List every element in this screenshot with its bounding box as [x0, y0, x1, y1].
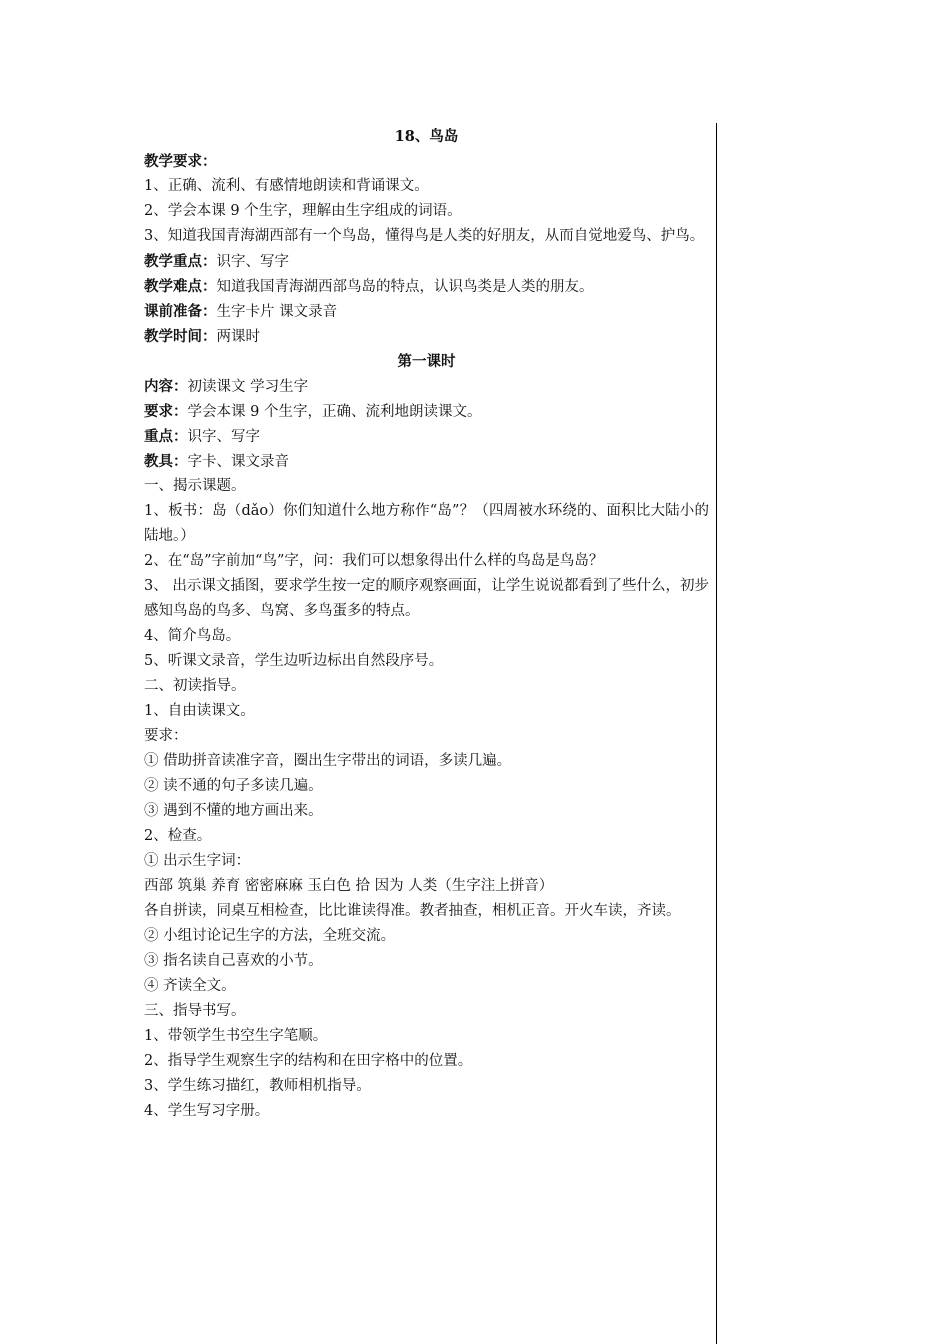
content-value: 初读课文 学习生字 [187, 379, 309, 395]
difficulty-value: 知道我国青海湖西部鸟岛的特点，认识鸟类是人类的朋友。 [216, 279, 594, 295]
step-item: ③ 指名读自己喜欢的小节。 [144, 953, 323, 969]
prep-label: 课前准备： [144, 303, 217, 320]
time-label: 教学时间： [144, 328, 217, 345]
requirement-value: 学会本课 9 个生字，正确、流利地朗读课文。 [187, 404, 482, 420]
tools-row [144, 449, 709, 474]
step-item: 4、学生写习字册。 [144, 1103, 270, 1119]
step-item: ② 读不通的句子多读几遍。 [144, 778, 323, 794]
step-item: 3、 出示课文插图，要求学生按一定的顺序观察画面，让学生说说都看到了些什么，初步感知鸟岛的鸟多、鸟窝、多鸟蛋多的特点。 [144, 578, 709, 619]
step-heading: 一、揭示课题。 [144, 478, 246, 494]
step-item: 2、指导学生观察生字的结构和在田字格中的位置。 [144, 1053, 473, 1069]
prep-row [144, 299, 709, 324]
goal-item: 3、知道我国青海湖西部有一个鸟岛，懂得鸟是人类的好朋友，从而自觉地爱鸟、护鸟。 [144, 228, 705, 244]
prep-value: 生字卡片 课文录音 [216, 304, 338, 320]
lesson-title: 18、鸟岛 [394, 128, 459, 145]
content-row [144, 374, 709, 399]
step-item: ② 小组讨论记生字的方法，全班交流。 [144, 928, 396, 944]
focus-value: 识字、写字 [216, 254, 289, 270]
time-row [144, 324, 709, 349]
step-item: 1、板书：岛（dǎo）你们知道什么地方称作“岛”？（四周被水环绕的、面积比大陆小的陆地。） [144, 503, 709, 544]
goals-heading: 教学要求： [144, 153, 217, 170]
difficulty-label: 教学难点： [144, 278, 217, 295]
step-item: ① 借助拼音读准字音，圈出生字带出的词语，多读几遍。 [144, 753, 512, 769]
step-heading: 二、初读指导。 [144, 678, 246, 694]
vocabulary-line: 西部 筑巢 养育 密密麻麻 玉白色 拾 因为 人类（生字注上拼音） [144, 878, 554, 894]
step-item: 2、检查。 [144, 828, 212, 844]
step-item: 3、学生练习描红，教师相机指导。 [144, 1078, 371, 1094]
step-item: ① 出示生字词： [144, 853, 251, 869]
key-label: 重点： [144, 428, 188, 445]
step-item: 要求： [144, 728, 188, 744]
step-item: ④ 齐读全文。 [144, 978, 236, 994]
key-row [144, 424, 709, 449]
step-item: 1、带领学生书空生字笔顺。 [144, 1028, 328, 1044]
content-label: 内容： [144, 378, 188, 395]
section-title: 第一课时 [397, 353, 456, 370]
requirement-label: 要求： [144, 403, 188, 420]
requirement-row [144, 399, 709, 424]
margin-rule [716, 123, 717, 1344]
tools-value: 字卡、课文录音 [187, 454, 289, 470]
step-item: ③ 遇到不懂的地方画出来。 [144, 803, 323, 819]
tools-label: 教具： [144, 453, 188, 470]
lesson-plan [144, 124, 709, 1124]
step-item: 5、听课文录音，学生边听边标出自然段序号。 [144, 653, 444, 669]
step-heading: 三、指导书写。 [144, 1003, 246, 1019]
goal-item: 2、学会本课 9 个生字，理解由生字组成的词语。 [144, 203, 462, 219]
difficulty-row [144, 274, 709, 299]
step-item: 4、简介鸟岛。 [144, 628, 241, 644]
focus-row [144, 249, 709, 274]
time-value: 两课时 [216, 329, 260, 345]
step-item: 2、在“岛”字前加“鸟”字，问：我们可以想象得出什么样的鸟岛是鸟岛？ [144, 553, 604, 569]
step-item: 1、自由读课文。 [144, 703, 255, 719]
goal-item: 1、正确、流利、有感情地朗读和背诵课文。 [144, 178, 429, 194]
key-value: 识字、写字 [187, 429, 260, 445]
step-item: 各自拼读，同桌互相检查，比比谁读得准。教者抽查，相机正音。开火车读，齐读。 [144, 903, 681, 919]
focus-label: 教学重点： [144, 253, 217, 270]
